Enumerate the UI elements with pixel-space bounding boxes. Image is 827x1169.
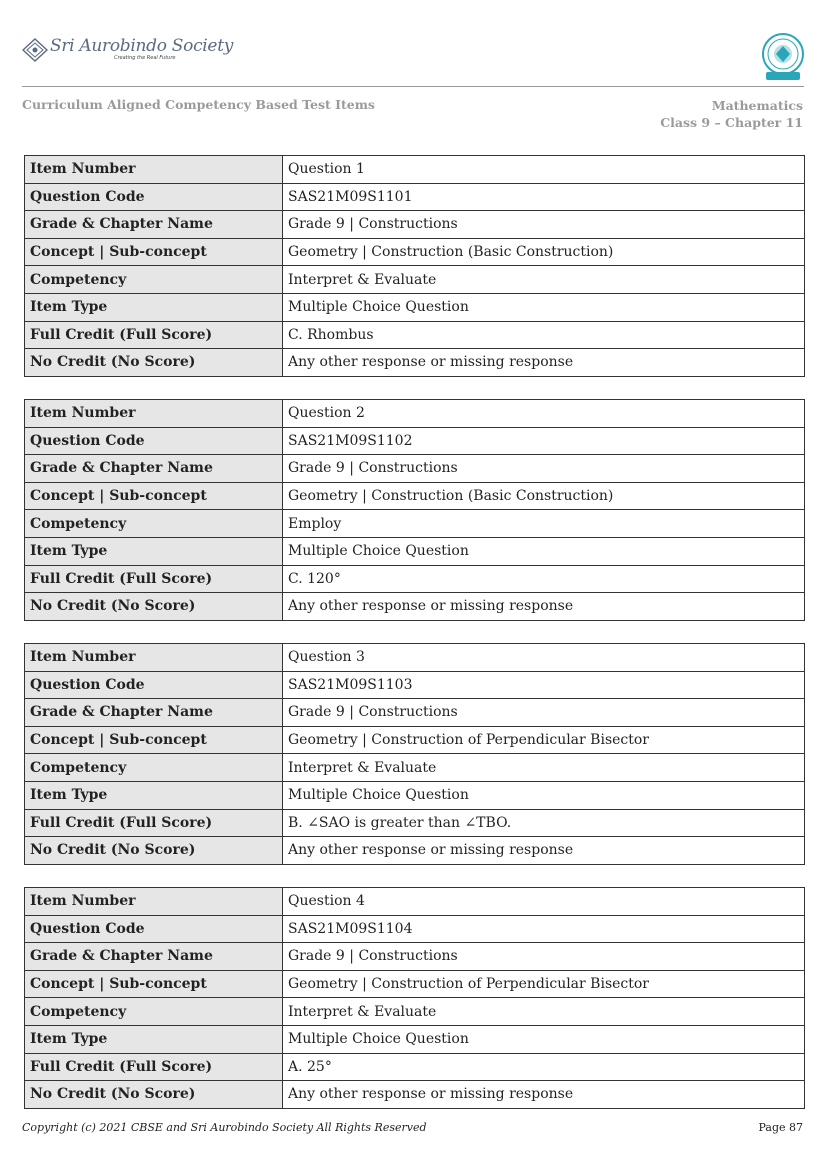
row-value: Grade 9 | Constructions xyxy=(283,455,805,483)
row-label: Competency xyxy=(25,754,283,782)
row-label: Item Type xyxy=(25,293,283,321)
row-label: Question Code xyxy=(25,427,283,455)
table-row xyxy=(25,293,805,321)
row-value: Geometry | Construction (Basic Construction) xyxy=(283,238,805,266)
row-value: Question 2 xyxy=(283,400,805,428)
row-value: Any other response or missing response xyxy=(283,1081,805,1109)
table-row xyxy=(25,781,805,809)
table-row xyxy=(25,837,805,865)
row-value: Geometry | Construction of Perpendicular Bisector xyxy=(283,726,805,754)
row-label: Question Code xyxy=(25,915,283,943)
row-label: Item Number xyxy=(25,400,283,428)
table-row xyxy=(25,156,805,184)
header-divider xyxy=(22,86,804,87)
row-value: Multiple Choice Question xyxy=(283,1025,805,1053)
row-label: Grade & Chapter Name xyxy=(25,699,283,727)
table-row xyxy=(25,510,805,538)
row-label: Competency xyxy=(25,266,283,294)
document-title: Curriculum Aligned Competency Based Test Items xyxy=(22,97,375,112)
cbse-seal-icon xyxy=(760,32,806,84)
row-value: Question 1 xyxy=(283,156,805,184)
row-label: Concept | Sub-concept xyxy=(25,238,283,266)
row-label: Full Credit (Full Score) xyxy=(25,1053,283,1081)
row-value: Employ xyxy=(283,510,805,538)
sri-aurobindo-society-logo xyxy=(22,36,234,66)
table-row xyxy=(25,726,805,754)
row-label: Item Type xyxy=(25,781,283,809)
table-row xyxy=(25,565,805,593)
class-chapter-label: Class 9 – Chapter 11 xyxy=(660,115,803,130)
row-value: SAS21M09S1102 xyxy=(283,427,805,455)
row-label: Competency xyxy=(25,998,283,1026)
row-value: Grade 9 | Constructions xyxy=(283,211,805,239)
row-label: No Credit (No Score) xyxy=(25,837,283,865)
table-row xyxy=(25,427,805,455)
table-row xyxy=(25,943,805,971)
row-label: Grade & Chapter Name xyxy=(25,211,283,239)
row-label: Concept | Sub-concept xyxy=(25,726,283,754)
row-label: Item Number xyxy=(25,156,283,184)
row-value: Multiple Choice Question xyxy=(283,537,805,565)
item-table-4 xyxy=(24,887,805,1109)
table-row xyxy=(25,998,805,1026)
table-row xyxy=(25,349,805,377)
table-row xyxy=(25,455,805,483)
row-label: Question Code xyxy=(25,183,283,211)
row-value: Question 3 xyxy=(283,644,805,672)
copyright-notice: Copyright (c) 2021 CBSE and Sri Aurobindo Society All Rights Reserved xyxy=(22,1121,427,1134)
row-value: Interpret & Evaluate xyxy=(283,998,805,1026)
row-label: Competency xyxy=(25,510,283,538)
row-label: Full Credit (Full Score) xyxy=(25,809,283,837)
subject-block xyxy=(660,97,803,131)
table-row xyxy=(25,400,805,428)
table-row xyxy=(25,809,805,837)
table-row xyxy=(25,1025,805,1053)
row-label: Item Type xyxy=(25,537,283,565)
item-table-1 xyxy=(24,155,805,377)
row-value: Any other response or missing response xyxy=(283,837,805,865)
table-row xyxy=(25,482,805,510)
row-value: Interpret & Evaluate xyxy=(283,266,805,294)
row-value: C. Rhombus xyxy=(283,321,805,349)
table-row xyxy=(25,1081,805,1109)
table-row xyxy=(25,238,805,266)
row-label: Full Credit (Full Score) xyxy=(25,565,283,593)
row-label: Item Number xyxy=(25,888,283,916)
table-row xyxy=(25,671,805,699)
row-value: SAS21M09S1101 xyxy=(283,183,805,211)
table-row xyxy=(25,644,805,672)
row-value: Question 4 xyxy=(283,888,805,916)
page-number: Page 87 xyxy=(758,1121,803,1134)
row-value: Grade 9 | Constructions xyxy=(283,943,805,971)
brand-tagline: Creating the Real Future xyxy=(114,55,176,61)
item-table-2 xyxy=(24,399,805,621)
row-value: Geometry | Construction (Basic Construction) xyxy=(283,482,805,510)
row-value: C. 120° xyxy=(283,565,805,593)
row-label: Item Type xyxy=(25,1025,283,1053)
row-value: Multiple Choice Question xyxy=(283,781,805,809)
row-label: Concept | Sub-concept xyxy=(25,482,283,510)
table-row xyxy=(25,754,805,782)
row-value: Any other response or missing response xyxy=(283,593,805,621)
row-label: Full Credit (Full Score) xyxy=(25,321,283,349)
row-value: Geometry | Construction of Perpendicular Bisector xyxy=(283,970,805,998)
row-label: Concept | Sub-concept xyxy=(25,970,283,998)
row-label: No Credit (No Score) xyxy=(25,593,283,621)
row-value: Any other response or missing response xyxy=(283,349,805,377)
table-row xyxy=(25,183,805,211)
table-row xyxy=(25,970,805,998)
table-row xyxy=(25,537,805,565)
table-row xyxy=(25,888,805,916)
row-label: Grade & Chapter Name xyxy=(25,943,283,971)
table-row xyxy=(25,915,805,943)
row-value: SAS21M09S1103 xyxy=(283,671,805,699)
brand-name: Sri Aurobindo Society xyxy=(50,36,234,56)
row-value: B. ∠SAO is greater than ∠TBO. xyxy=(283,809,805,837)
row-label: No Credit (No Score) xyxy=(25,349,283,377)
row-value: A. 25° xyxy=(283,1053,805,1081)
row-label: No Credit (No Score) xyxy=(25,1081,283,1109)
row-label: Grade & Chapter Name xyxy=(25,455,283,483)
row-value: SAS21M09S1104 xyxy=(283,915,805,943)
row-value: Multiple Choice Question xyxy=(283,293,805,321)
row-label: Item Number xyxy=(25,644,283,672)
table-row xyxy=(25,266,805,294)
row-value: Interpret & Evaluate xyxy=(283,754,805,782)
subject-label: Mathematics xyxy=(711,98,803,113)
table-row xyxy=(25,321,805,349)
row-value: Grade 9 | Constructions xyxy=(283,699,805,727)
table-row xyxy=(25,1053,805,1081)
table-row xyxy=(25,593,805,621)
lotus-emblem-icon xyxy=(22,38,48,62)
table-row xyxy=(25,699,805,727)
table-row xyxy=(25,211,805,239)
item-table-3 xyxy=(24,643,805,865)
row-label: Question Code xyxy=(25,671,283,699)
cbse-seal-logo xyxy=(760,32,806,84)
